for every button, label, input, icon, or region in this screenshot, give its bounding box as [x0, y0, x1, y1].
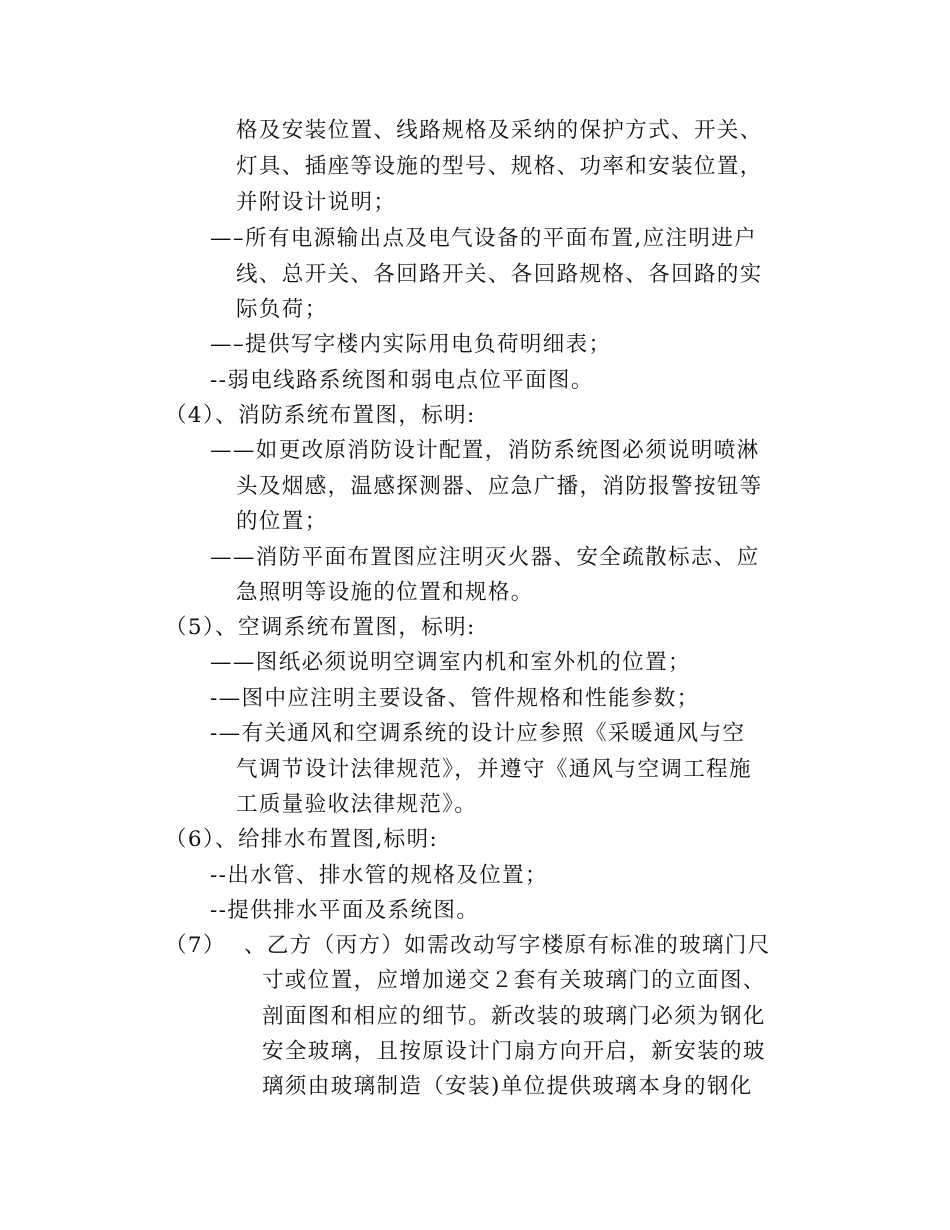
text-line: 寸或位置，应增加递交２套有关玻璃门的立面图、	[262, 968, 766, 993]
section-heading: （4）、消防系统布置图，标明:	[165, 403, 476, 428]
text-line: 灯具、插座等设施的型号、规格、功率和安装位置，	[236, 154, 763, 179]
section-heading: （5）、空调系统布置图，标明:	[165, 615, 476, 640]
text-line: 头及烟感，温感探测器、应急广播，消防报警按钮等	[236, 474, 763, 499]
text-line: 的位置；	[236, 509, 328, 534]
text-line: 工质量验收法律规范》。	[236, 792, 478, 817]
text-line: ——图纸必须说明空调室内机和室外机的位置；	[210, 650, 691, 675]
text-line: 安全玻璃，且按原设计门扇方向开启，新安装的玻	[262, 1039, 766, 1064]
section-number: （7）	[165, 933, 226, 958]
text-line: 线、总开关、各回路开关、各回路规格、各回路的实	[236, 262, 763, 287]
text-line: 气调节设计法律规范》，并遵守《通风与空调工程施	[236, 757, 752, 782]
section-heading: （6）、给排水布置图,标明:	[165, 827, 439, 852]
text-line: -—有关通风和空调系统的设计应参照《采暖通风与空	[210, 721, 746, 746]
text-line: 并附设计说明；	[236, 190, 397, 215]
text-line: 璃须由玻璃制造（安装)单位提供玻璃本身的钢化	[262, 1074, 753, 1099]
text-line: 际负荷；	[236, 297, 328, 322]
text-line: —–所有电源输出点及电气设备的平面布置,应注明进户	[210, 226, 758, 251]
text-line: --弱电线路系统图和弱电点位平面图。	[210, 368, 594, 393]
text-line: 剖面图和相应的细节。新改装的玻璃门必须为钢化	[262, 1004, 766, 1029]
text-line: --出水管、排水管的规格及位置；	[210, 863, 548, 888]
text-line: -—图中应注明主要设备、管件规格和性能参数；	[210, 686, 700, 711]
text-line: 急照明等设施的位置和规格。	[236, 580, 534, 605]
text-line: 、乙方（丙方）如需改动写字楼原有标准的玻璃门尺	[244, 933, 771, 958]
text-line: ——如更改原消防设计配置，消防系统图必须说明喷淋	[210, 438, 760, 463]
text-line: ——消防平面布置图应注明灭火器、安全疏散标志、应	[210, 545, 760, 570]
text-line: 格及安装位置、线路规格及采纳的保护方式、开关、	[236, 118, 763, 143]
text-line: --提供排水平面及系统图。	[210, 898, 480, 923]
text-line: —–提供写字楼内实际用电负荷明细表；	[210, 332, 612, 357]
